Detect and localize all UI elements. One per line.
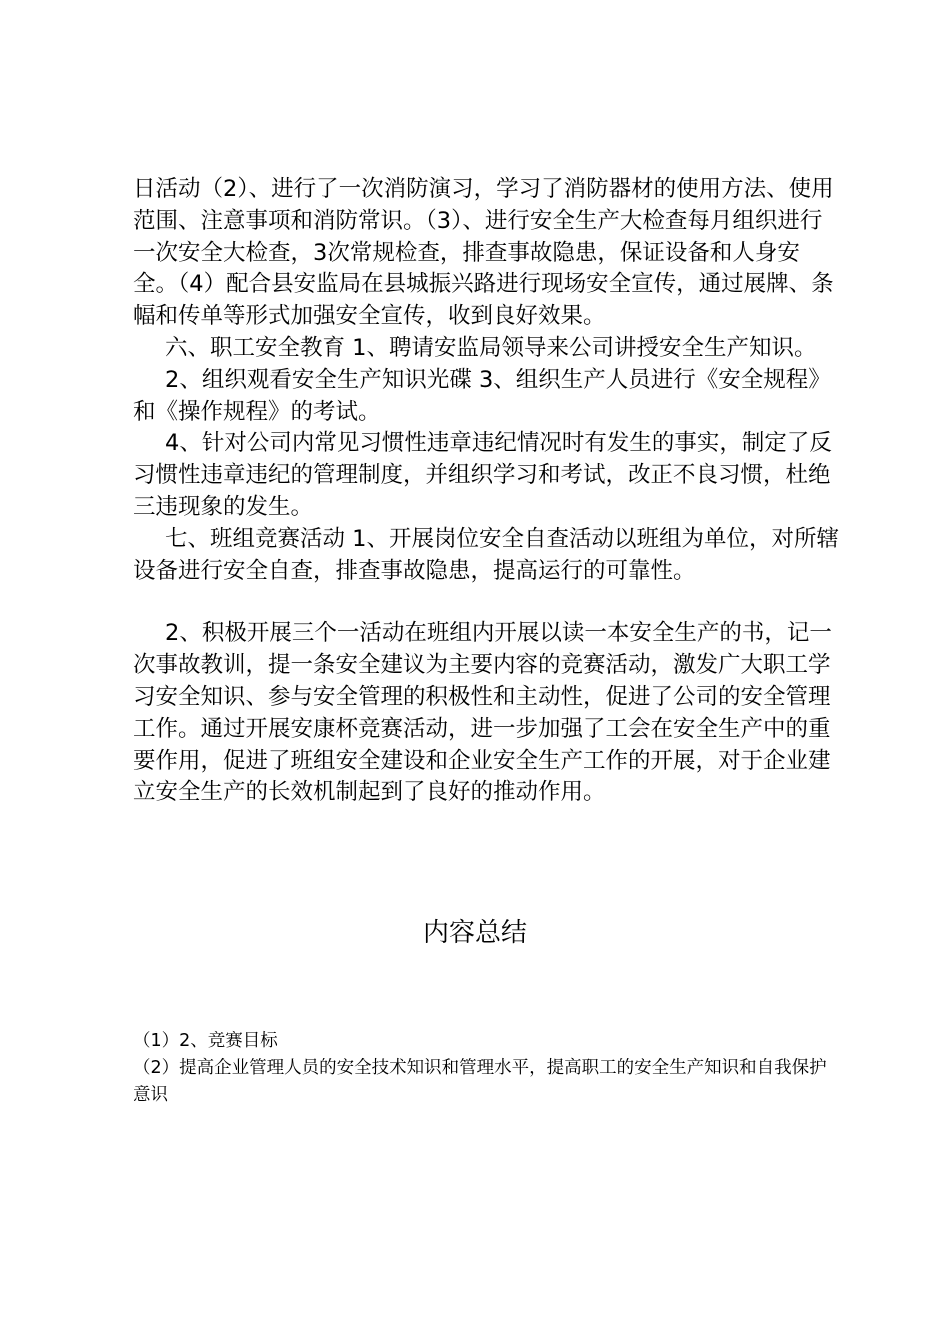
summary-list (133, 1028, 843, 1109)
summary-heading: 内容总结 (422, 918, 527, 948)
paragraph-team-competition: 七、班组竞赛活动 1、开展岗位安全自查活动以班组为单位，对所辖设备进行安全自查，排查事故隐患，提高运行的可靠性。 (133, 525, 839, 584)
paragraph-spacer (133, 587, 843, 618)
paragraph-staff-education: 六、职工安全教育 1、聘请安监局领导来公司讲授安全生产知识。 (165, 334, 817, 361)
summary-item: （2）提高企业管理人员的安全技术知识和管理水平，提高职工的安全生产知识和自我保护意识 (133, 1058, 827, 1105)
paragraph-safety-activities: 日活动（2）、进行了一次消防演习，学习了消防器材的使用方法、使用范围、注意事项和消防常识。（3）、进行安全生产大检查每月组织进行一次安全大检查，3次常规检查，排查事故隐患，保证设备和人身安全。（4）配合县安监局在县城振兴路进行现场安全宣传，通过展牌、条幅和传单等形式加强安全宣传，收到良好效果。 (133, 176, 834, 330)
paragraph-knowledge-exam: 2、组织观看安全生产知识光碟 3、组织生产人员进行《安全规程》和《操作规程》的考试。 (133, 366, 831, 425)
paragraph-three-one-activity: 2、积极开展三个一活动在班组内开展以读一本安全生产的书，记一次事故教训，提一条安全建议为主要内容的竞赛活动，激发广大职工学习安全知识、参与安全管理的积极性和主动性，促进了公司的安全管理工作。通过开展安康杯竞赛活动，进一步加强了工会在安全生产中的重要作用，促进了班组安全建设和企业安全生产工作的开展，对于企业建立安全生产的长效机制起到了良好的推动作用。 (133, 620, 832, 806)
document-body (133, 174, 843, 809)
summary-item: （1）2、竞赛目标 (133, 1031, 278, 1051)
paragraph-habitual-violation: 4、针对公司内常见习惯性违章违纪情况时有发生的事实，制定了反习惯性违章违纪的管理制度，并组织学习和考试，改正不良习惯，杜绝三违现象的发生。 (133, 430, 832, 520)
